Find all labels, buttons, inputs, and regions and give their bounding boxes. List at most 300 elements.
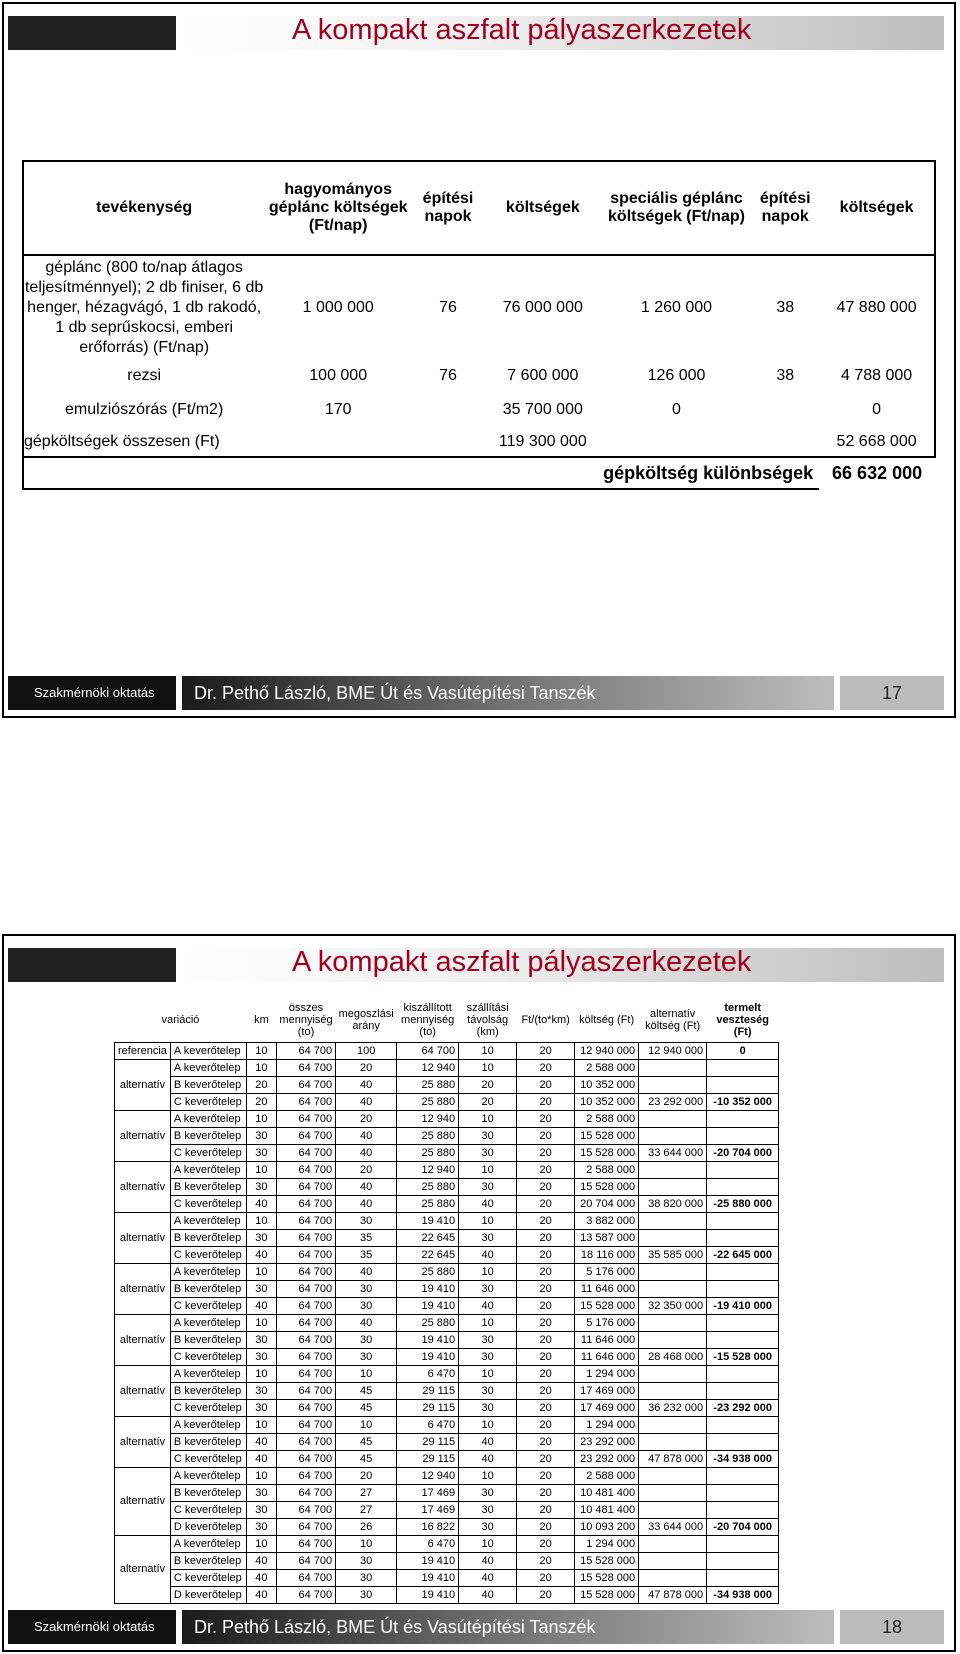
table-cell: 30 xyxy=(336,1348,397,1365)
table-cell: 38 820 000 xyxy=(639,1195,707,1212)
table-cell: 10 xyxy=(459,1365,517,1382)
table-cell: 64 700 xyxy=(276,1042,335,1059)
title-bar-block xyxy=(8,16,176,50)
table-cell: 20 xyxy=(517,1059,575,1076)
table-cell: -20 704 000 xyxy=(707,1144,779,1161)
table-cell: 10 xyxy=(459,1110,517,1127)
table-cell: 10 093 200 xyxy=(575,1518,639,1535)
table-cell: 27 xyxy=(336,1484,397,1501)
diff-row xyxy=(23,457,935,489)
variation-label: alternatív xyxy=(115,1110,171,1161)
footer-course: Szakmérnöki oktatás xyxy=(8,676,176,710)
table-cell xyxy=(707,1433,779,1450)
table-cell xyxy=(639,1263,707,1280)
table-cell: 5 176 000 xyxy=(575,1314,639,1331)
table-cell: 19 410 xyxy=(397,1331,459,1348)
table-row xyxy=(115,1280,779,1297)
table-cell xyxy=(639,1467,707,1484)
table-cell: 20 xyxy=(459,1076,517,1093)
header-cell: tevékenység xyxy=(23,161,264,255)
table-body xyxy=(115,1042,779,1603)
table-cell xyxy=(639,1178,707,1195)
table-cell: 40 xyxy=(459,1297,517,1314)
table-cell: 20 xyxy=(517,1450,575,1467)
table-cell: 64 700 xyxy=(276,1093,335,1110)
table-cell: 10 xyxy=(459,1042,517,1059)
table-cell xyxy=(707,1382,779,1399)
variation-label: alternatív xyxy=(115,1416,171,1467)
page-number: 18 xyxy=(840,1610,944,1644)
table-cell: 30 xyxy=(336,1586,397,1603)
table-row xyxy=(115,1399,779,1416)
table-row xyxy=(23,427,935,457)
table-cell: 100 xyxy=(336,1042,397,1059)
table-cell: 20 xyxy=(517,1569,575,1586)
table-cell: 40 xyxy=(336,1127,397,1144)
table-cell: 10 xyxy=(459,1161,517,1178)
table-cell xyxy=(639,1161,707,1178)
table-cell: 30 xyxy=(246,1229,276,1246)
table-cell: 20 xyxy=(246,1093,276,1110)
table-cell: 12 940 xyxy=(397,1059,459,1076)
table-cell xyxy=(707,1229,779,1246)
table-cell xyxy=(639,1416,707,1433)
table-cell: géplánc (800 to/nap átlagos teljesítménnyel); 2 db finiser, 6 db henger, hézagvágó, 1 db rakodó, 1 db seprűskocsi, emberi erőforrás) (Ft/nap) xyxy=(23,255,264,359)
table-cell: -19 410 000 xyxy=(707,1297,779,1314)
variation-label: alternatív xyxy=(115,1263,171,1314)
table-cell: 25 880 xyxy=(397,1076,459,1093)
table-row xyxy=(115,1042,779,1059)
table-cell xyxy=(707,1501,779,1518)
table-cell: 64 700 xyxy=(276,1467,335,1484)
variation-label: alternatív xyxy=(115,1059,171,1110)
table-cell: 64 700 xyxy=(276,1501,335,1518)
table-cell: 52 668 000 xyxy=(819,427,935,457)
table-row xyxy=(115,1229,779,1246)
header-cell: Ft/(to*km) xyxy=(521,1013,570,1026)
table-row xyxy=(115,1246,779,1263)
table-cell: B keverőtelep xyxy=(170,1433,246,1450)
table-cell: 19 410 xyxy=(397,1586,459,1603)
table-cell: 20 xyxy=(517,1195,575,1212)
table-row xyxy=(115,1450,779,1467)
table-cell: 20 xyxy=(517,1365,575,1382)
table-row xyxy=(23,255,935,359)
table-cell xyxy=(639,1535,707,1552)
table-cell: 40 xyxy=(336,1076,397,1093)
table-cell: 17 469 000 xyxy=(575,1399,639,1416)
table-cell xyxy=(639,1501,707,1518)
table-cell: 30 xyxy=(459,1331,517,1348)
table-cell: 12 940 000 xyxy=(575,1042,639,1059)
variation-label: alternatív xyxy=(115,1212,171,1263)
variation-label: alternatív xyxy=(115,1161,171,1212)
footer-author: Dr. Pethő László, BME Út és Vasútépítési Tanszék xyxy=(182,1610,834,1644)
table-cell: 64 700 xyxy=(276,1059,335,1076)
table-row xyxy=(115,1382,779,1399)
table-cell: 23 292 000 xyxy=(575,1433,639,1450)
table-cell: B keverőtelep xyxy=(170,1076,246,1093)
table-cell: 20 xyxy=(517,1348,575,1365)
header-cell: költségek xyxy=(819,161,935,255)
table-cell: -23 292 000 xyxy=(707,1399,779,1416)
table-cell xyxy=(751,427,819,457)
table-cell xyxy=(639,1110,707,1127)
title-bar xyxy=(4,12,954,52)
table-cell xyxy=(412,393,484,427)
table-cell: 30 xyxy=(459,1399,517,1416)
table-cell: 30 xyxy=(459,1484,517,1501)
table-cell: 10 xyxy=(459,1263,517,1280)
table-cell: 76 xyxy=(439,298,457,316)
table-cell: 19 410 xyxy=(397,1569,459,1586)
table-cell: 25 880 xyxy=(397,1144,459,1161)
table-cell: 0 xyxy=(672,401,681,418)
slide-18 xyxy=(2,934,956,1652)
table-cell: 30 xyxy=(336,1569,397,1586)
table-cell: 64 700 xyxy=(276,1314,335,1331)
table-cell: 22 645 xyxy=(397,1246,459,1263)
table-row xyxy=(115,1144,779,1161)
table-cell xyxy=(639,1059,707,1076)
table-cell: 76 xyxy=(439,367,457,384)
table-cell: 64 700 xyxy=(276,1110,335,1127)
table-cell: 20 xyxy=(517,1416,575,1433)
table-cell xyxy=(707,1059,779,1076)
table-cell: 13 587 000 xyxy=(575,1229,639,1246)
table-cell xyxy=(602,427,752,457)
table-cell: 10 xyxy=(246,1110,276,1127)
table-cell: -20 704 000 xyxy=(707,1518,779,1535)
table-cell: 12 940 xyxy=(397,1110,459,1127)
variation-label: alternatív xyxy=(115,1535,171,1603)
table-cell: 7 600 000 xyxy=(507,367,579,384)
table-row xyxy=(115,1263,779,1280)
table-cell: A keverőtelep xyxy=(170,1467,246,1484)
table-row xyxy=(115,1161,779,1178)
table-cell xyxy=(751,393,819,427)
table-cell: C keverőtelep xyxy=(170,1246,246,1263)
table-cell xyxy=(707,1127,779,1144)
table-cell: 20 xyxy=(336,1467,397,1484)
table-cell: 40 xyxy=(459,1450,517,1467)
header-cell: kiszállított mennyiség (to) xyxy=(401,1001,455,1038)
table-cell: 35 700 000 xyxy=(502,401,583,418)
table-cell: 20 xyxy=(517,1552,575,1569)
table-cell: 10 xyxy=(336,1416,397,1433)
table-cell: 38 xyxy=(776,367,795,384)
table-cell: 19 410 xyxy=(397,1297,459,1314)
table-cell: 35 585 000 xyxy=(639,1246,707,1263)
table-cell: 20 xyxy=(517,1297,575,1314)
variation-label: alternatív xyxy=(115,1365,171,1416)
table-cell: 20 xyxy=(517,1501,575,1518)
table-cell: 6 470 xyxy=(397,1416,459,1433)
mixing-plant-table xyxy=(114,998,779,1604)
table-row xyxy=(115,1467,779,1484)
table-cell: 22 645 xyxy=(397,1229,459,1246)
table-cell: 40 xyxy=(459,1246,517,1263)
table-cell xyxy=(707,1331,779,1348)
table-cell: 64 700 xyxy=(276,1212,335,1229)
table-cell: gépköltségek összesen (Ft) xyxy=(23,427,264,457)
table-row xyxy=(115,1484,779,1501)
table-row xyxy=(115,1076,779,1093)
table-cell: 33 644 000 xyxy=(639,1144,707,1161)
table-cell: B keverőtelep xyxy=(170,1382,246,1399)
table-cell: 1 294 000 xyxy=(575,1535,639,1552)
table-cell: 25 880 xyxy=(397,1314,459,1331)
table-cell xyxy=(707,1178,779,1195)
table-cell: A keverőtelep xyxy=(170,1314,246,1331)
slide-footer xyxy=(4,674,954,712)
table-cell: 20 xyxy=(517,1518,575,1535)
table-cell: 20 xyxy=(517,1484,575,1501)
table-cell: 26 xyxy=(336,1518,397,1535)
table-cell: D keverőtelep xyxy=(170,1586,246,1603)
table-cell: 30 xyxy=(246,1518,276,1535)
table-cell: 30 xyxy=(246,1382,276,1399)
table-cell: 30 xyxy=(246,1127,276,1144)
table-row xyxy=(115,1416,779,1433)
table-cell xyxy=(639,1212,707,1229)
table-cell: 10 xyxy=(246,1161,276,1178)
table-cell: 30 xyxy=(336,1212,397,1229)
table-cell: A keverőtelep xyxy=(170,1365,246,1382)
table-cell: 12 940 xyxy=(397,1161,459,1178)
table-cell: 20 xyxy=(517,1144,575,1161)
table-row xyxy=(115,1212,779,1229)
table-cell: 30 xyxy=(459,1518,517,1535)
table-header-row xyxy=(115,998,779,1042)
table-cell: 64 700 xyxy=(276,1280,335,1297)
slide-title: A kompakt aszfalt pályaszerkezetek xyxy=(292,946,752,978)
table-cell: 170 xyxy=(324,401,352,418)
table-row xyxy=(115,1093,779,1110)
header-cell: összes mennyiség (to) xyxy=(279,1001,333,1038)
table-cell: 40 xyxy=(246,1569,276,1586)
table-row xyxy=(115,1127,779,1144)
slide-17 xyxy=(2,2,956,718)
table-cell: 47 880 000 xyxy=(819,255,935,359)
table-cell: B keverőtelep xyxy=(170,1484,246,1501)
table-cell: 12 940 xyxy=(397,1467,459,1484)
table-cell: 40 xyxy=(336,1093,397,1110)
table-cell: 1 294 000 xyxy=(575,1365,639,1382)
table-cell: 30 xyxy=(246,1501,276,1518)
table-cell: 20 xyxy=(517,1263,575,1280)
header-cell: speciális géplánc költségek (Ft/nap) xyxy=(602,161,752,255)
table-cell: 40 xyxy=(246,1195,276,1212)
table-row xyxy=(23,393,935,427)
table-cell: 29 115 xyxy=(397,1450,459,1467)
table-cell: 30 xyxy=(459,1501,517,1518)
table-cell: 10 xyxy=(246,1059,276,1076)
table-cell xyxy=(264,427,412,457)
table-cell: 64 700 xyxy=(397,1042,459,1059)
table-cell: 20 xyxy=(517,1535,575,1552)
table-cell: B keverőtelep xyxy=(170,1280,246,1297)
table-cell xyxy=(639,1076,707,1093)
table-cell: 20 xyxy=(517,1433,575,1450)
table-cell: 23 292 000 xyxy=(575,1450,639,1467)
table-cell: 20 xyxy=(336,1161,397,1178)
table-cell: 64 700 xyxy=(276,1331,335,1348)
table-cell xyxy=(707,1484,779,1501)
table-cell xyxy=(707,1552,779,1569)
table-cell: 15 528 000 xyxy=(575,1552,639,1569)
header-cell: költségek xyxy=(484,161,602,255)
table-cell: 2 588 000 xyxy=(575,1161,639,1178)
table-cell: A keverőtelep xyxy=(170,1042,246,1059)
table-cell: 36 232 000 xyxy=(639,1399,707,1416)
table-cell: 20 704 000 xyxy=(575,1195,639,1212)
table-cell: 2 588 000 xyxy=(575,1110,639,1127)
header-cell: termelt veszteség (Ft) xyxy=(716,1001,769,1038)
table-cell xyxy=(707,1314,779,1331)
table-cell: 19 410 xyxy=(397,1212,459,1229)
table-cell: 64 700 xyxy=(276,1144,335,1161)
table-cell: 64 700 xyxy=(276,1076,335,1093)
table-cell: 20 xyxy=(517,1076,575,1093)
table-cell: 20 xyxy=(517,1467,575,1484)
table-cell: 20 xyxy=(517,1331,575,1348)
table-cell: -15 528 000 xyxy=(707,1348,779,1365)
table-cell: 35 xyxy=(336,1246,397,1263)
table-cell: 11 646 000 xyxy=(575,1331,639,1348)
table-row xyxy=(115,1552,779,1569)
table-cell: 25 880 xyxy=(397,1127,459,1144)
table-cell: 10 481 400 xyxy=(575,1501,639,1518)
table-cell: C keverőtelep xyxy=(170,1399,246,1416)
header-cell: költség (Ft) xyxy=(579,1013,635,1026)
table-cell: 40 xyxy=(246,1450,276,1467)
table-cell: 15 528 000 xyxy=(575,1127,639,1144)
table-cell: 27 xyxy=(336,1501,397,1518)
table-cell: 40 xyxy=(246,1433,276,1450)
table-cell: 30 xyxy=(336,1280,397,1297)
table-cell xyxy=(639,1433,707,1450)
table-cell: 10 xyxy=(246,1535,276,1552)
diff-value: 66 632 000 xyxy=(832,463,923,483)
table-cell: 30 xyxy=(459,1348,517,1365)
table-cell: A keverőtelep xyxy=(170,1161,246,1178)
table-cell: 2 588 000 xyxy=(575,1059,639,1076)
slide-title: A kompakt aszfalt pályaszerkezetek xyxy=(292,14,752,46)
table-cell: B keverőtelep xyxy=(170,1331,246,1348)
table-cell: A keverőtelep xyxy=(170,1535,246,1552)
table-cell: 20 xyxy=(517,1178,575,1195)
table-cell: 20 xyxy=(246,1076,276,1093)
table-cell: 6 470 xyxy=(397,1365,459,1382)
table-cell: A keverőtelep xyxy=(170,1110,246,1127)
table-cell: 64 700 xyxy=(276,1518,335,1535)
table-cell: 30 xyxy=(246,1399,276,1416)
table-cell: 29 115 xyxy=(397,1433,459,1450)
table-cell: 126 000 xyxy=(647,367,706,384)
table-row xyxy=(115,1433,779,1450)
table-cell: 47 878 000 xyxy=(639,1450,707,1467)
table-cell: 15 528 000 xyxy=(575,1297,639,1314)
table-cell: 45 xyxy=(336,1450,397,1467)
table-cell: 19 410 xyxy=(397,1552,459,1569)
table-cell: 45 xyxy=(336,1399,397,1416)
table-cell: 40 xyxy=(246,1552,276,1569)
table-cell: 10 xyxy=(246,1467,276,1484)
table-row xyxy=(115,1501,779,1518)
table-cell: C keverőtelep xyxy=(170,1501,246,1518)
table-cell: 1 000 000 xyxy=(302,298,374,316)
table-cell: 15 528 000 xyxy=(575,1144,639,1161)
table-cell: 20 xyxy=(517,1382,575,1399)
table-cell: 64 700 xyxy=(276,1569,335,1586)
table-cell: 64 700 xyxy=(276,1586,335,1603)
table-cell: 40 xyxy=(336,1314,397,1331)
table-cell: B keverőtelep xyxy=(170,1178,246,1195)
table-cell: -10 352 000 xyxy=(707,1093,779,1110)
table-cell: 23 292 000 xyxy=(639,1093,707,1110)
table-cell: 35 xyxy=(336,1229,397,1246)
table-cell: 64 700 xyxy=(276,1365,335,1382)
table-cell: 64 700 xyxy=(276,1552,335,1569)
table-cell: 29 115 xyxy=(397,1382,459,1399)
table-cell: 1 260 000 xyxy=(640,298,713,316)
table-cell xyxy=(707,1076,779,1093)
header-cell: építési napok xyxy=(751,161,819,255)
table-cell: 47 878 000 xyxy=(639,1586,707,1603)
variation-label: referencia xyxy=(115,1042,171,1059)
table-cell: 10 xyxy=(459,1314,517,1331)
table-cell: 30 xyxy=(336,1297,397,1314)
header-cell: hagyományos géplánc költségek (Ft/nap) xyxy=(264,161,412,255)
table-cell: C keverőtelep xyxy=(170,1297,246,1314)
table-cell: -22 645 000 xyxy=(707,1246,779,1263)
table-cell: 64 700 xyxy=(276,1535,335,1552)
table-cell: 20 xyxy=(517,1586,575,1603)
table-cell: 20 xyxy=(517,1042,575,1059)
table-row xyxy=(115,1518,779,1535)
table-cell: 40 xyxy=(336,1178,397,1195)
table-cell: 76 000 000 xyxy=(502,298,583,316)
table-cell xyxy=(707,1365,779,1382)
table-cell: 25 880 xyxy=(397,1195,459,1212)
table-header-row xyxy=(23,161,935,255)
table-cell: 30 xyxy=(246,1331,276,1348)
table-cell: 20 xyxy=(517,1127,575,1144)
table-cell: 17 469 000 xyxy=(575,1382,639,1399)
table-cell: 4 788 000 xyxy=(819,359,935,393)
table-cell: 40 xyxy=(459,1552,517,1569)
table-cell: 10 xyxy=(246,1212,276,1229)
table-cell: 40 xyxy=(246,1297,276,1314)
table-cell: rezsi xyxy=(23,359,264,393)
table-cell: 25 880 xyxy=(397,1178,459,1195)
table-cell: 20 xyxy=(517,1246,575,1263)
table-cell: 40 xyxy=(246,1586,276,1603)
table-row xyxy=(115,1059,779,1076)
table-cell: 64 700 xyxy=(276,1161,335,1178)
title-bar-block xyxy=(8,948,176,982)
table-cell: 15 528 000 xyxy=(575,1586,639,1603)
table-row xyxy=(115,1297,779,1314)
table-cell: 1 294 000 xyxy=(575,1416,639,1433)
table-cell: 25 880 xyxy=(397,1093,459,1110)
table-cell: 64 700 xyxy=(276,1229,335,1246)
table-cell: 45 xyxy=(336,1433,397,1450)
table-cell: 28 468 000 xyxy=(639,1348,707,1365)
table-cell: C keverőtelep xyxy=(170,1569,246,1586)
table-cell: 10 xyxy=(246,1314,276,1331)
